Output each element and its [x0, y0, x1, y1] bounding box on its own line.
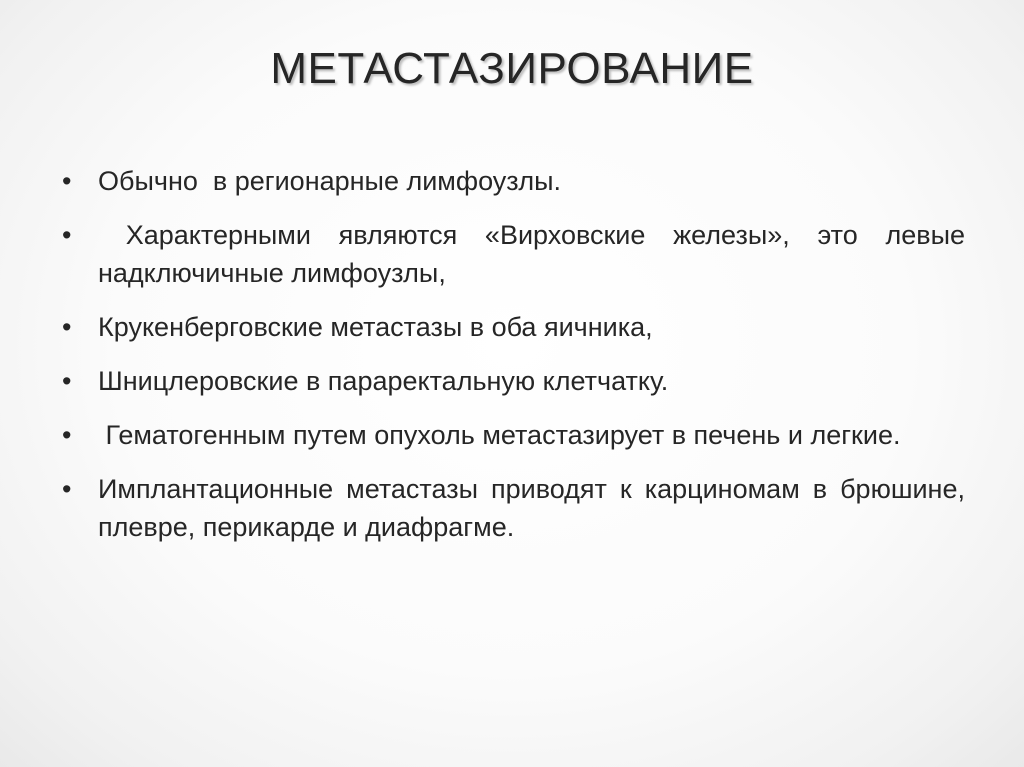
bullet-dot: •: [62, 366, 72, 396]
bullet-item: [60, 362, 965, 400]
bullet-dot: •: [62, 166, 72, 196]
bullet-dot: •: [62, 474, 72, 504]
bullet-dot: •: [62, 420, 72, 450]
bullet-list: [60, 162, 973, 562]
bullet-dot: •: [62, 312, 72, 342]
bullet-item: [60, 416, 965, 454]
bullet-text: Характерными являются «Вирховские железы», это левые надключичные лимфоузлы,: [98, 220, 973, 288]
bullet-text: Крукенберговские метастазы в оба яичника,: [98, 312, 653, 342]
bullet-text: Шницлеровские в параректальную клетчатку.: [98, 366, 669, 396]
bullet-item: [60, 308, 965, 346]
bullet-text: Имплантационные метастазы приводят к карциномам в брюшине, плевре, перикарде и диафрагме.: [98, 474, 973, 542]
slide-title: МЕТАСТАЗИРОВАНИЕ: [270, 44, 754, 93]
bullet-item: [60, 162, 965, 200]
bullet-dot: •: [62, 220, 72, 250]
bullet-item: [60, 470, 973, 546]
bullet-text: Обычно в регионарные лимфоузлы.: [98, 166, 562, 196]
bullet-text: Гематогенным путем опухоль метастазирует в печень и легкие.: [98, 420, 901, 450]
bullet-item: [60, 216, 973, 292]
